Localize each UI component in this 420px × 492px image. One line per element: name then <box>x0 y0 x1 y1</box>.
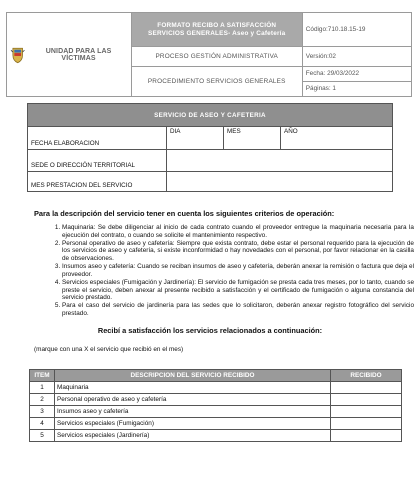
mes-prestacion-label: MES PRESTACION DEL SERVICIO <box>28 171 167 191</box>
table-row <box>30 430 402 442</box>
criteria-item: 1. Maquinaria: Se debe diligenciar al inicio de cada contrato cuando el proveedor entregue la maquinaria necesaria para la ejecución del contrato, o cuando se solicite el mantenimiento respectivo. <box>62 224 414 239</box>
service-title: SERVICIO DE ASEO Y CAFETERIA <box>28 104 393 127</box>
col-recibido-header: RECIBIDO <box>331 370 402 382</box>
criteria-item: 3. Insumos aseo y cafetería: Cuando se reciban insumos de aseo y cafetería, deberán anexar la remisión o factura que deja el proveedor. <box>62 263 414 278</box>
recibido-checkbox-cell[interactable] <box>331 418 402 430</box>
date-value: Fecha: 29/03/2022 <box>303 67 411 82</box>
col-item-header: ITEM <box>30 370 55 382</box>
pages-value: Páginas: 1 <box>305 85 336 92</box>
item-number: 4 <box>30 418 55 430</box>
format-title-line2: SERVICIOS GENERALES- Aseo y Cafetería <box>148 29 286 37</box>
mes-prestacion-value-cell[interactable] <box>167 171 393 191</box>
format-title <box>131 13 302 47</box>
anio-cell[interactable]: AÑO <box>281 127 393 149</box>
criteria-title: Para la descripción del servicio tener en cuenta los siguientes criterios de operación: <box>34 209 335 218</box>
recibido-checkbox-cell[interactable] <box>331 382 402 394</box>
logo-text: UNIDAD PARA LAS VÍCTIMAS <box>45 47 112 62</box>
fecha-label: FECHA ELABORACION <box>28 127 167 149</box>
item-description: Personal operativo de aseo y cafetería <box>55 394 331 406</box>
table-row <box>30 406 402 418</box>
sede-label: SEDE O DIRECCIÓN TERRITORIAL <box>28 149 167 171</box>
criteria-item: 5. Para el caso del servicio de jardinería para las sedes que lo solicitaron, deberán anexar registro fotográfico del servicio prestado. <box>62 302 414 317</box>
sede-value-cell[interactable] <box>167 149 393 171</box>
dia-cell[interactable]: DIA <box>167 127 224 149</box>
item-number: 1 <box>30 382 55 394</box>
version-cell: Versión:02 <box>302 47 411 67</box>
col-desc-header: DESCRIPCION DEL SERVICIO RECIBIDO <box>55 370 331 382</box>
process-cell: PROCESO GESTIÓN ADMINISTRATIVA <box>131 47 302 67</box>
item-number: 3 <box>30 406 55 418</box>
recibido-checkbox-cell[interactable] <box>331 394 402 406</box>
item-number: 2 <box>30 394 55 406</box>
recibido-checkbox-cell[interactable] <box>331 430 402 442</box>
item-description: Maquinaria <box>55 382 331 394</box>
table-row <box>30 418 402 430</box>
table-row <box>30 394 402 406</box>
item-description: Servicios especiales (Fumigación) <box>55 418 331 430</box>
mes-cell[interactable]: MES <box>224 127 281 149</box>
received-items-table <box>29 369 402 442</box>
received-title: Recibí a satisfacción los servicios relacionados a continuación: <box>97 326 323 335</box>
item-description: Servicios especiales (Jardinería) <box>55 430 331 442</box>
criteria-item: 4. Servicios especiales (Fumigación y Jardinería): El servicio de fumigación se presta cada tres meses, por lo tanto, cuando se preste el servicio, deben anexar al presente recibido a satisfacción y el certificado de fumigación o alguna constancia del servicio prestado. <box>62 279 414 302</box>
date-pages-cell <box>302 67 411 97</box>
service-table <box>27 103 393 192</box>
table-row <box>30 382 402 394</box>
document-header <box>6 12 412 97</box>
recibido-checkbox-cell[interactable] <box>331 406 402 418</box>
logo-cell <box>7 13 132 97</box>
procedure-cell: PROCEDIMIENTO SERVICIOS GENERALES <box>131 67 302 97</box>
coat-of-arms-icon <box>10 46 25 64</box>
item-number: 5 <box>30 430 55 442</box>
mark-note: (marque con una X el servicio que recibió en el mes) <box>34 346 184 353</box>
format-title-line1: FORMATO RECIBO A SATISFACCIÓN <box>157 21 277 29</box>
criteria-item: 2. Personal operativo de aseo y cafetería: Siempre que exista contrato, debe estar el personal requerido para la ejecución de los servicios de aseo y cafetería, si existe inconformidad o hay novedades con el personal, por favor relacionar en la casilla de observaciones. <box>62 240 414 263</box>
code-cell: Código:710.18.15-19 <box>302 13 411 47</box>
item-description: Insumos aseo y cafetería <box>55 406 331 418</box>
criteria-list <box>48 224 414 318</box>
